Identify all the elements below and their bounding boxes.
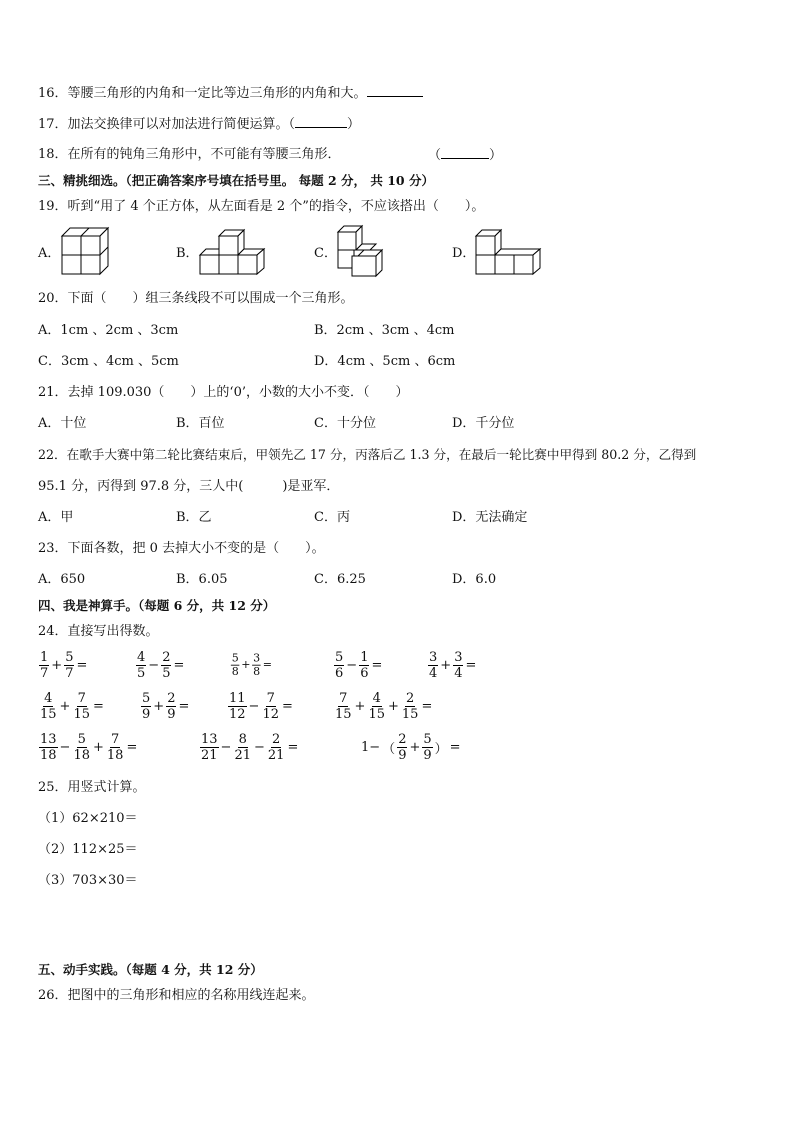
q24-expr-8 xyxy=(227,691,294,722)
question-17 xyxy=(38,115,360,134)
denominator: 21 xyxy=(201,748,218,763)
numerator: 5 xyxy=(142,691,151,706)
denominator: 9 xyxy=(167,707,176,722)
denominator: 18 xyxy=(40,748,57,763)
operator-plus: + xyxy=(388,699,399,714)
q24-expr-2 xyxy=(135,650,185,681)
operator-eq: = xyxy=(76,658,88,673)
fraction xyxy=(72,691,91,722)
q21-option-a[interactable]: A．十位 xyxy=(38,416,87,431)
question-17-close: ） xyxy=(347,117,361,132)
numerator: 2 xyxy=(272,732,281,747)
operator-minus: − xyxy=(248,699,260,714)
question-23-text: 23．下面各数，把 0 去掉大小不变的是（ ）。 xyxy=(38,541,325,556)
fraction xyxy=(39,732,58,763)
numerator: 2 xyxy=(167,691,176,706)
q19-option-a-label: A． xyxy=(38,246,61,261)
operator-eq: = xyxy=(262,658,272,672)
fraction xyxy=(267,732,286,763)
denominator: 8 xyxy=(231,665,239,679)
operator-eq: = xyxy=(449,740,461,755)
operator-eq: = xyxy=(371,658,383,673)
denominator: 8 xyxy=(253,665,261,679)
numerator: 8 xyxy=(238,732,247,747)
numerator: 1 xyxy=(360,650,369,665)
fraction xyxy=(161,650,171,681)
q24-expr-12 xyxy=(360,732,462,763)
numerator: 5 xyxy=(423,732,432,747)
section-5-heading: 五、动手实践。（每题 4 分，共 12 分） xyxy=(38,962,263,977)
operator-eq: = xyxy=(421,699,433,714)
answer-blank-16[interactable] xyxy=(367,84,423,97)
numerator: 5 xyxy=(335,650,344,665)
operator-plus: + xyxy=(354,699,366,714)
question-16-text: 16．等腰三角形的内角和一定比等边三角形的内角和大。 xyxy=(38,86,367,101)
denominator: 15 xyxy=(401,707,419,722)
question-22-line-1: 22．在歌手大赛中第二轮比赛结束后，甲领先乙 17 分，丙落后乙 1.3 分，在最后一轮比赛中甲得到 80.2 分，乙得到 xyxy=(38,447,697,462)
operator-plus: + xyxy=(440,658,452,673)
denominator: 5 xyxy=(137,666,146,681)
denominator: 18 xyxy=(73,748,90,763)
q24-expr-11 xyxy=(199,732,299,763)
denominator: 4 xyxy=(454,666,463,681)
numerator: 3 xyxy=(454,650,463,665)
question-16 xyxy=(38,84,423,103)
denominator: 12 xyxy=(262,707,279,722)
numerator: 5 xyxy=(77,732,86,747)
denominator: 6 xyxy=(360,666,369,681)
fraction xyxy=(231,652,240,678)
operator-minus: − xyxy=(346,658,358,673)
q20-option-c[interactable]: C．3cm 、4cm 、5cm xyxy=(38,354,179,369)
question-21-text: 21．去掉 109.030（ ）上的‘0’，小数的大小不变．（ ） xyxy=(38,385,409,400)
q24-expr-7 xyxy=(140,691,190,722)
q19-option-d-figure xyxy=(474,228,544,276)
q22-option-b[interactable]: B．乙 xyxy=(176,510,212,525)
numerator: 13 xyxy=(201,732,218,747)
q19-option-c-label: C． xyxy=(314,246,337,261)
operator-eq: = xyxy=(126,740,138,755)
fraction xyxy=(334,650,344,681)
fraction xyxy=(141,691,151,722)
numerator: 4 xyxy=(372,691,381,706)
operator-plus: + xyxy=(51,658,63,673)
q22-option-a[interactable]: A．甲 xyxy=(38,510,74,525)
operator-minus: − xyxy=(220,740,232,755)
q24-expr-3 xyxy=(230,652,273,678)
fraction xyxy=(422,732,432,763)
question-18-close: ） xyxy=(489,148,503,163)
numerator: 5 xyxy=(65,650,74,665)
fraction xyxy=(200,732,219,763)
q24-expr-4 xyxy=(333,650,383,681)
operator-plus: + xyxy=(153,699,165,714)
q21-option-d[interactable]: D．千分位 xyxy=(452,416,515,431)
question-18-open: （ xyxy=(428,148,442,163)
q24-expr-10 xyxy=(38,732,138,763)
denominator: 15 xyxy=(73,707,90,722)
operator-rp: ） xyxy=(434,742,448,757)
fraction xyxy=(334,691,353,722)
denominator: 18 xyxy=(106,748,124,763)
numerator: 1 xyxy=(40,650,49,665)
answer-blank-18[interactable] xyxy=(441,146,489,159)
fraction xyxy=(228,691,247,722)
denominator: 21 xyxy=(267,748,285,763)
fraction xyxy=(72,732,91,763)
operator-plus: + xyxy=(409,740,421,755)
fraction xyxy=(252,652,261,678)
question-18 xyxy=(38,146,341,164)
denominator: 21 xyxy=(234,748,251,763)
q24-expr-1 xyxy=(38,650,88,681)
operator-eq: = xyxy=(173,658,185,673)
denominator: 9 xyxy=(398,748,407,763)
denominator: 6 xyxy=(335,666,344,681)
question-25-text: 25．用竖式计算。 xyxy=(38,780,146,795)
question-20-text: 20．下面（ ）组三条线段不可以围成一个三角形。 xyxy=(38,291,354,306)
operator-plus: + xyxy=(59,699,71,714)
numerator: 2 xyxy=(398,732,407,747)
question-17-text: 17．加法交换律可以对加法进行简便运算。（ xyxy=(38,117,296,132)
fraction xyxy=(166,691,176,722)
fraction xyxy=(233,732,252,763)
q24-expr-9 xyxy=(333,691,433,722)
operator-eq: = xyxy=(93,699,104,714)
question-22-line-2: 95.1 分，丙得到 97.8 分，三人中( )是亚军． xyxy=(38,479,340,494)
fraction xyxy=(428,650,438,681)
denominator: 9 xyxy=(142,707,151,722)
q25-item-3: （3）703×30＝ xyxy=(38,873,138,888)
numerator: 11 xyxy=(229,691,246,706)
section-3-heading: 三、精挑细选。（把正确答案序号填在括号里。 每题 2 分， 共 10 分） xyxy=(38,173,434,188)
numerator: 3 xyxy=(253,652,261,665)
fraction xyxy=(453,650,463,681)
numerator: 5 xyxy=(231,652,239,665)
denominator: 7 xyxy=(40,666,49,681)
denominator: 5 xyxy=(162,666,171,681)
fraction xyxy=(359,650,369,681)
denominator: 4 xyxy=(429,666,438,681)
q19-option-b-figure xyxy=(198,228,268,276)
q19-option-d-label: D． xyxy=(452,246,476,261)
denominator: 15 xyxy=(335,707,352,722)
numerator: 7 xyxy=(339,691,348,706)
q24-expr-5 xyxy=(427,650,477,681)
numerator: 7 xyxy=(111,732,120,747)
numerator: 7 xyxy=(77,691,86,706)
fraction xyxy=(106,732,125,763)
fraction xyxy=(39,650,49,681)
denominator: 12 xyxy=(229,707,246,722)
q21-option-b[interactable]: B．百位 xyxy=(176,416,225,431)
numerator: 2 xyxy=(406,691,415,706)
q20-option-b[interactable]: B．2cm 、3cm 、4cm xyxy=(314,323,455,338)
question-24-text: 24．直接写出得数。 xyxy=(38,624,159,639)
q23-option-c[interactable]: C．6.25 xyxy=(314,572,366,587)
question-26-text: 26．把图中的三角形和相应的名称用线连起来。 xyxy=(38,988,315,1003)
operator-eq: = xyxy=(287,740,299,755)
fraction xyxy=(39,691,58,722)
section-4-heading: 四、我是神算手。（每题 6 分，共 12 分） xyxy=(38,598,276,613)
q25-item-1: （1）62×210＝ xyxy=(38,811,138,826)
numerator: 4 xyxy=(44,691,53,706)
fraction xyxy=(367,691,386,722)
q23-option-b[interactable]: B．6.05 xyxy=(176,572,228,587)
question-19-text: 19．听到“用了 4 个正方体，从左面看是 2 个”的指令，不应该搭出（ ）。 xyxy=(38,199,485,214)
operator-eq: = xyxy=(465,658,477,673)
fraction xyxy=(64,650,74,681)
answer-blank-17[interactable] xyxy=(295,115,347,128)
operator-plus: + xyxy=(241,658,251,672)
q19-option-c-figure xyxy=(336,224,386,280)
numerator: 7 xyxy=(266,691,275,706)
fraction xyxy=(397,732,407,763)
q23-option-a[interactable]: A．650 xyxy=(38,572,86,587)
q19-option-a-figure xyxy=(60,226,110,276)
q22-option-c[interactable]: C．丙 xyxy=(314,510,350,525)
fraction xyxy=(401,691,420,722)
q24-expr-6 xyxy=(38,691,105,722)
question-18-answer xyxy=(428,146,502,165)
operator-minus: − xyxy=(254,740,265,755)
numerator: 4 xyxy=(137,650,146,665)
operator-minus: − xyxy=(59,740,71,755)
numerator: 3 xyxy=(429,650,438,665)
q21-option-c[interactable]: C．十分位 xyxy=(314,416,376,431)
q20-option-a[interactable]: A．1cm 、2cm 、3cm xyxy=(38,323,179,338)
q25-item-2: （2）112×25＝ xyxy=(38,842,138,857)
operator-lp: （ xyxy=(382,742,396,757)
operator-minus: − xyxy=(148,658,160,673)
operator-plus: + xyxy=(93,740,104,755)
operator-one: 1− xyxy=(361,740,381,755)
fraction xyxy=(261,691,280,722)
denominator: 15 xyxy=(40,707,57,722)
question-18-text: 18．在所有的钝角三角形中，不可能有等腰三角形． xyxy=(38,147,341,162)
operator-eq: = xyxy=(282,699,293,714)
numerator: 13 xyxy=(40,732,57,747)
fraction xyxy=(136,650,146,681)
denominator: 15 xyxy=(368,707,385,722)
q20-option-d[interactable]: D．4cm 、5cm 、6cm xyxy=(314,354,456,369)
denominator: 9 xyxy=(423,748,432,763)
q23-option-d[interactable]: D．6.0 xyxy=(452,572,497,587)
operator-eq: = xyxy=(178,699,190,714)
numerator: 2 xyxy=(162,650,171,665)
q19-option-b-label: B． xyxy=(176,246,199,261)
denominator: 7 xyxy=(65,666,74,681)
q22-option-d[interactable]: D．无法确定 xyxy=(452,510,528,525)
